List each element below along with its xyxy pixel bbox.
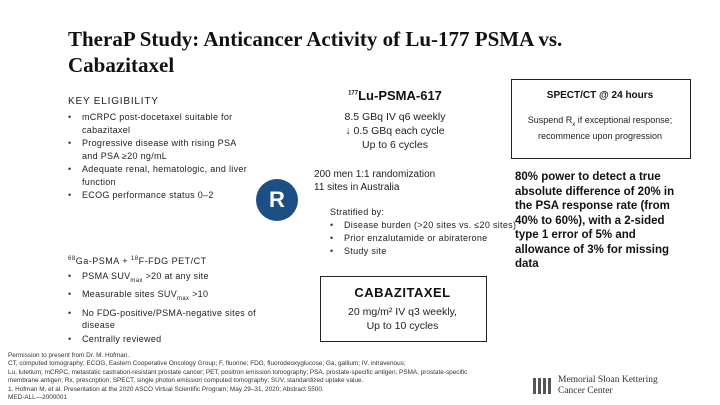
- msk-logo: [532, 374, 682, 398]
- list-item: • Disease burden (>20 sites vs. ≤20 sites): [330, 219, 520, 231]
- list-item: • PSMA $SUV_{max} >20$ at any site: [68, 270, 258, 287]
- list-item: • Centrally reviewed: [68, 333, 258, 346]
- spect-text: Suspend $R_x$ if exceptional response; recommence upon progression: [527, 115, 673, 142]
- footnotes: Permission to present from Dr. M. Hofman. CT, computed tomography; ECOG, Eastern Cooperative Oncology Group; F, fluorine; FDG, fluorodeoxyglucose; Ga, gallium; IV, intravenous; Lu, lutetium; mCRPC, metastatic castration-resistant prostate cancer; PET, positron emission tomography; PSA, prostate-specific antigen; PSMA, prostate-specific membrane antigen; Rx, prescription; SPECT, single photon emission computed tomography; SUV, standardized uptake value. 1. Hofman M, et al. Presentation at the 2020 ASCO Virtual Scientific Program; May 29–31, 2020; Abstract 5500. MED-ALL—2000001: [8, 352, 468, 402]
- list-item: • Prior enzalutamide or abiraterone: [330, 232, 520, 244]
- list-item: • Adequate renal, hematologic, and liver function: [68, 163, 248, 188]
- lu-arm-details: 8.5 GBq IV q6 weekly ↓ 0.5 GBq each cycle Up to 6 cycles: [344, 111, 446, 151]
- cabazitaxel-title: CABAZITAXEL: [354, 285, 451, 300]
- stratification-heading: Stratified by:: [330, 207, 385, 217]
- imaging-heading: $^{68}$Ga-PSMA + $^{18}$F-FDG PET/CT: [68, 256, 207, 266]
- randomization-text: 200 men 1:1 randomization 11 sites in Australia: [314, 169, 436, 193]
- spect-title: SPECT/CT @ 24 hours: [546, 90, 654, 101]
- power-statement: 80% power to detect a true absolute difference of 20% in the PSA response rate (from 40% to 60%), with a 2-sided type 1 error of 5% and allowance of 3% for missing data: [515, 171, 675, 270]
- list-item: • Progressive disease with rising PSA and PSA ≥20 ng/mL: [68, 137, 248, 162]
- list-item: • ECOG performance status 0–2: [68, 189, 248, 202]
- lu-arm-title: $^{177}$Lu-PSMA-617: [348, 88, 442, 103]
- list-item: • mCRPC post-docetaxel suitable for cabazitaxel: [68, 111, 248, 136]
- msk-logo-icon: [532, 376, 554, 396]
- list-item: • Measurable sites $SUV_{max} >10$: [68, 288, 258, 305]
- imaging-list: [68, 270, 258, 346]
- randomization-circle: R: [256, 179, 298, 221]
- logo-line2: Cancer Center: [558, 385, 613, 396]
- eligibility-list: [68, 111, 248, 203]
- list-item: • Study site: [330, 245, 520, 257]
- eligibility-heading: KEY ELIGIBILITY: [68, 96, 159, 107]
- logo-line1: Memorial Sloan Kettering: [558, 375, 658, 385]
- list-item: • No FDG-positive/PSMA-negative sites of disease: [68, 307, 258, 332]
- cabazitaxel-details: 20 mg/m² IV q3 weekly, Up to 10 cycles: [348, 306, 457, 332]
- stratification-list: [330, 219, 520, 258]
- slide-title: TheraP Study: Anticancer Activity of Lu-177 PSMA vs. Cabazitaxel: [68, 27, 563, 77]
